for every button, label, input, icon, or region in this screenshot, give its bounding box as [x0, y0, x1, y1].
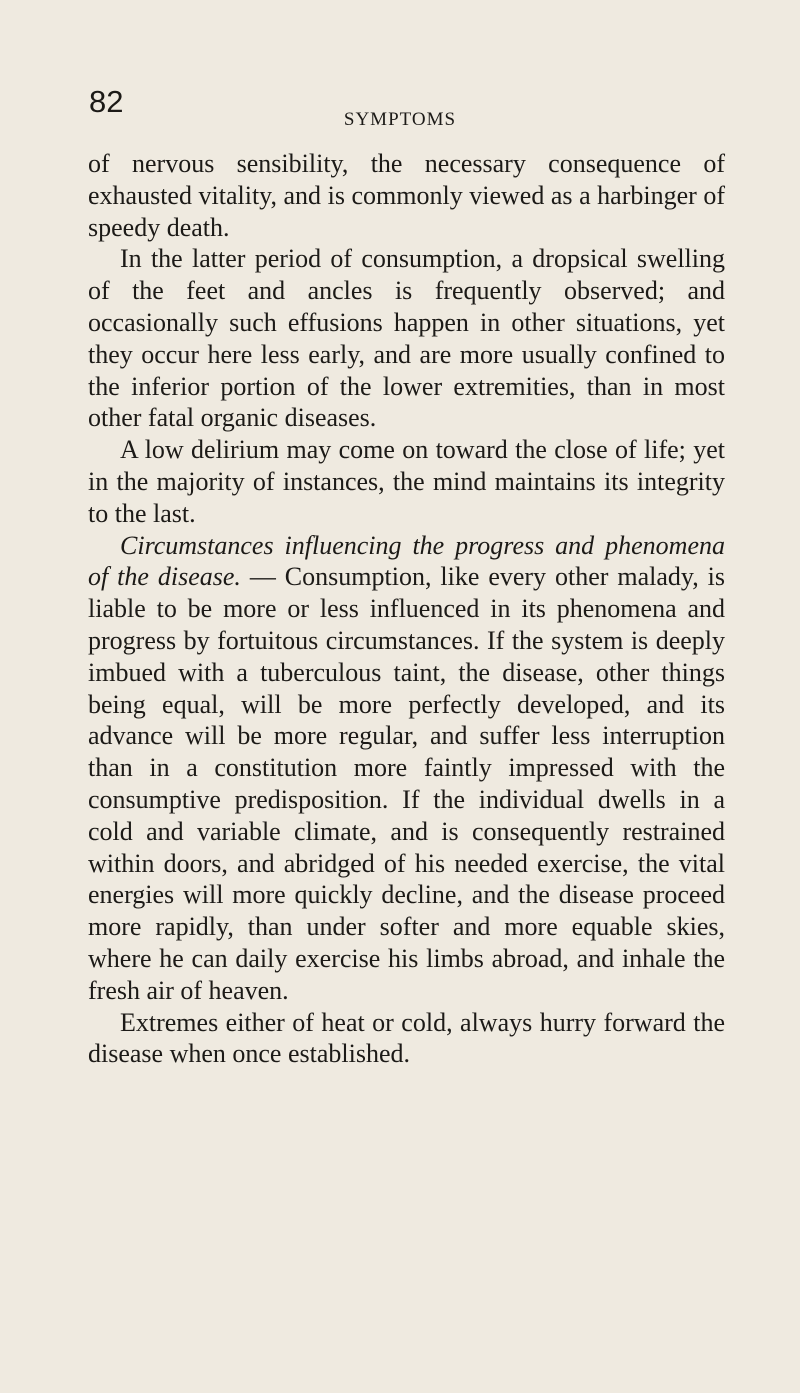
- paragraph-dropsy: In the latter period of consumption, a dropsical swelling of the feet and ancles is frequently observed; and occasionally such effusions happen in other situations, yet they occur here less early, and are more usually confined to the inferior portion of the lower extremities, than in most other fatal organic diseases.: [88, 244, 725, 433]
- paragraph-circumstances-text: — Consumption, like every other malady, is liable to be more or less influenced in its phenomena and progress by fortuitous circumstances. If the system is deeply imbued with a tuberculous taint, the disease, other things being equal, will be more perfectly developed, and its advance will be more regular, and suffer less interruption than in a constitution more faintly impressed with the consumptive predisposition. If the individual dwells in a cold and variable climate, and is consequently restrained within doors, and abridged of his needed exercise, the vital energies will more quickly decline, and the disease proceed more rapidly, than under softer and more equable skies, where he can daily exercise his limbs abroad, and inhale the fresh air of heaven.: [88, 562, 725, 1005]
- paragraph-continued: of nervous sensibility, the necessary consequence of exhausted vitality, and is commonly viewed as a harbinger of speedy death.: [88, 149, 725, 242]
- paragraph-circumstances: [88, 530, 725, 1007]
- body-text: [88, 148, 725, 1070]
- paragraph-delirium: A low delirium may come on toward the close of life; yet in the majority of instances, the mind maintains its integrity to the last.: [88, 435, 725, 528]
- page-number: 82: [89, 84, 124, 119]
- paragraph-extremes: Extremes either of heat or cold, always hurry forward the disease when once established.: [88, 1007, 725, 1069]
- section-heading: Circumstances influencing the progress and phenomena of the disease.: [88, 530, 725, 592]
- running-head: SYMPTOMS: [343, 109, 457, 130]
